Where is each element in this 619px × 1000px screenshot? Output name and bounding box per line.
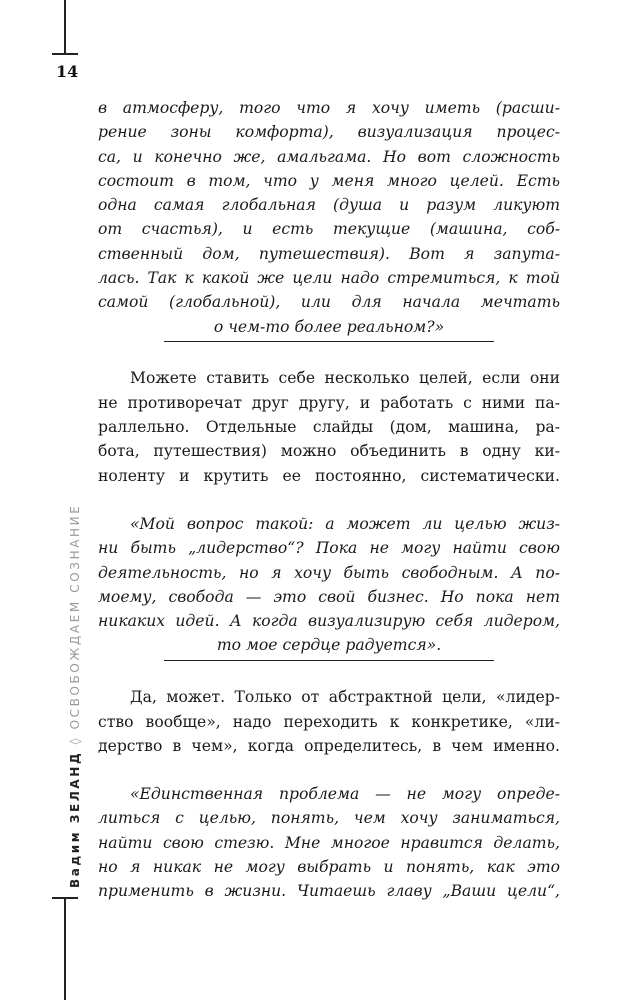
text-line: Да, может. Только от абстрактной цели, «лидер- xyxy=(130,688,560,707)
question-divider xyxy=(164,341,494,343)
text-line: ни быть „лидерство“? Пока не могу найти свою xyxy=(98,539,560,558)
text-line: дерство в чем», когда определитесь, в чем именно. xyxy=(98,736,560,755)
text-line: но я никак не могу выбрать и понять, как это xyxy=(98,858,560,877)
text-line: «Мой вопрос такой: а может ли целью жиз- xyxy=(130,514,560,533)
text-line: о чем-то более реальном?» xyxy=(213,317,445,336)
page-number: 14 xyxy=(56,62,79,81)
text-line: Можете ставить себе несколько целей, если они xyxy=(130,369,560,388)
author-answer-1 xyxy=(98,366,560,487)
top-margin-tick xyxy=(52,53,78,55)
page-body xyxy=(98,96,560,904)
text-line: никаких идей. А когда визуализирую себя лидером, xyxy=(98,612,560,631)
text-line: состоит в том, что у меня много целей. Есть xyxy=(98,171,560,190)
text-line: моему, свобода — это свой бизнес. Но пока нет xyxy=(98,587,560,606)
text-line: раллельно. Отдельные слайды (дом, машина, ра- xyxy=(98,418,560,437)
text-line: ноленту и крутить ее постоянно, систематически. xyxy=(98,466,560,485)
text-line: одна самая глобальная (душа и разум ликуют xyxy=(98,196,560,215)
text-line: рение зоны комфорта), визуализация процес- xyxy=(98,123,560,142)
question-divider xyxy=(164,660,494,662)
spine-book-title: ОСВОБОЖДАЕМ СОЗНАНИЕ xyxy=(68,503,82,730)
bottom-margin-rule xyxy=(64,897,66,1000)
text-line: деятельность, но я хочу быть свободным. А по- xyxy=(98,563,560,582)
text-line: «Единственная проблема — не могу опреде- xyxy=(130,785,560,804)
top-margin-rule xyxy=(64,0,66,55)
reader-question-3 xyxy=(98,782,560,903)
author-answer-2 xyxy=(98,685,560,758)
spine-separator-icon: ◊ xyxy=(68,735,82,745)
reader-question-2 xyxy=(98,512,560,658)
text-line: са, и конечно же, амальгама. Но вот сложность xyxy=(98,147,560,166)
text-line: бота, путешествия) можно объединить в одну ки- xyxy=(98,442,560,461)
text-line: не противоречат друг другу, и работать с ними па- xyxy=(98,393,560,412)
spine-author: Вадим ЗЕЛАНД xyxy=(68,750,82,888)
text-line: лась. Так к какой же цели надо стремиться, к той xyxy=(98,269,560,288)
text-line: ство вообще», надо переходить к конкретике, «ли- xyxy=(98,712,560,731)
text-line: ственный дом, путешествия). Вот я запута- xyxy=(98,244,560,263)
running-head-spine xyxy=(66,498,84,888)
text-line: в атмосферу, того что я хочу иметь (расши- xyxy=(98,99,560,117)
reader-question-1 xyxy=(98,96,560,339)
text-line: применить в жизни. Читаешь главу „Ваши цели“, xyxy=(98,882,560,901)
text-line: то мое сердце радуется». xyxy=(216,636,442,655)
text-line: найти свою стезю. Мне многое нравится делать, xyxy=(98,833,560,852)
text-line: самой (глобальной), или для начала мечтать xyxy=(98,293,560,312)
text-line: от счастья), и есть текущие (машина, соб- xyxy=(98,220,560,239)
text-line: литься с целью, понять, чем хочу заниматься, xyxy=(98,809,560,828)
